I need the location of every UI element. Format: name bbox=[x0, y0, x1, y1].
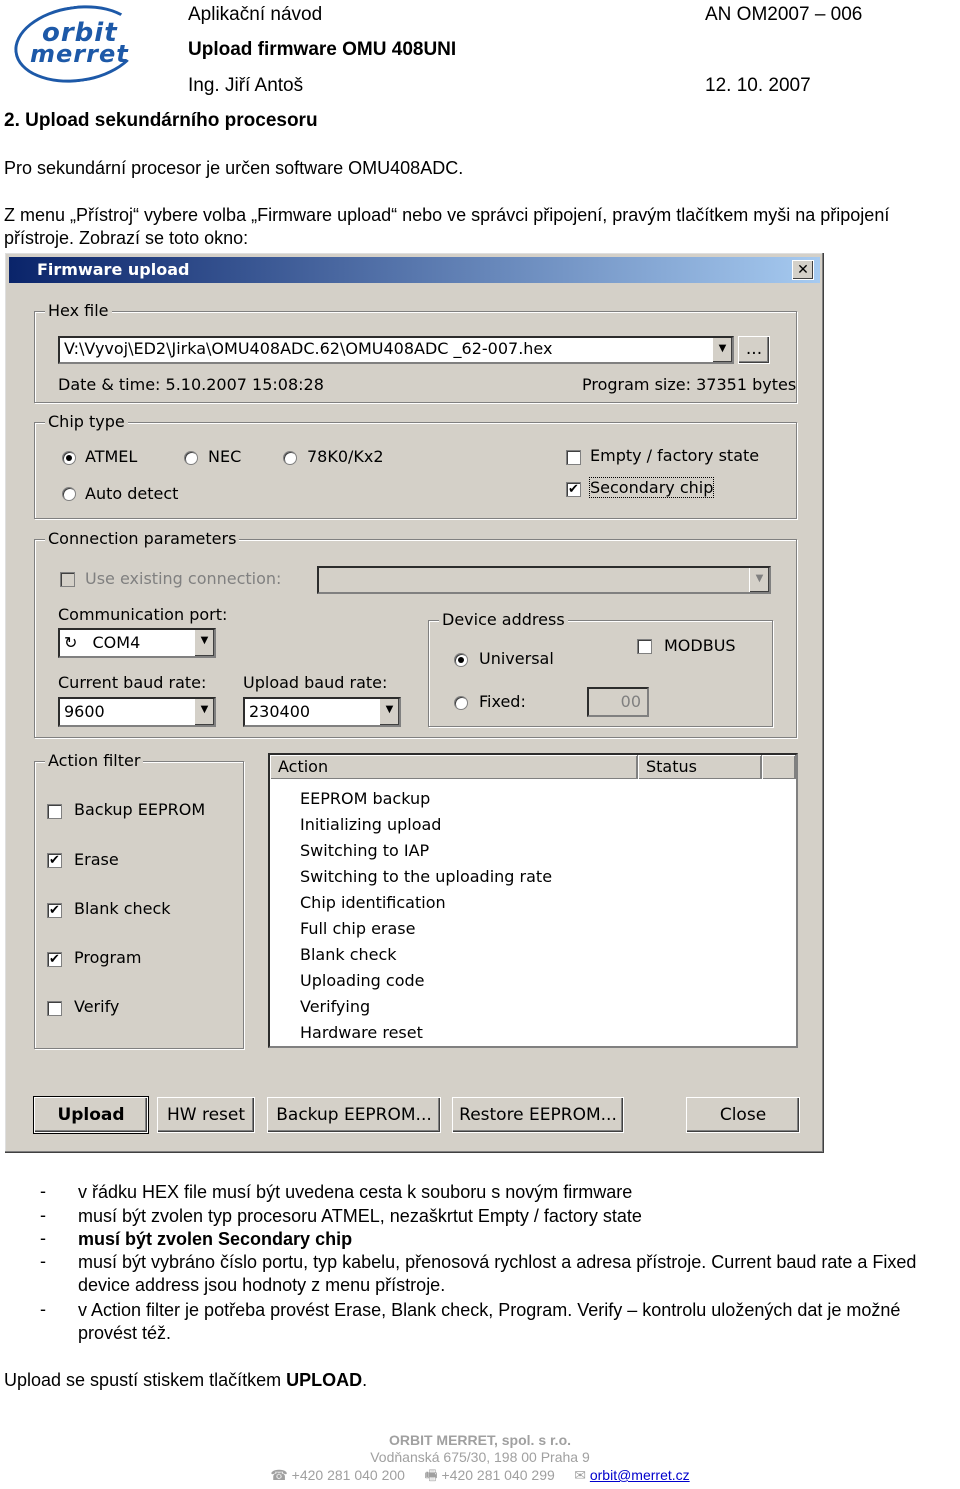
footer-fax: 🖷 +420 281 040 299 bbox=[424, 1467, 555, 1483]
hw-reset-button[interactable]: HW reset bbox=[157, 1097, 255, 1133]
doc-type: Aplikační návod bbox=[188, 4, 323, 25]
close-button[interactable]: Close bbox=[686, 1097, 800, 1133]
hex-file-path: V:\Vyvoj\ED2\Jirka\OMU408ADC.62\OMU408ADC _62-007.hex bbox=[64, 339, 553, 358]
chevron-down-icon[interactable]: ▼ bbox=[379, 699, 399, 725]
existing-connection-combo[interactable] bbox=[317, 566, 771, 594]
device-address-group-label: Device address bbox=[439, 610, 568, 629]
file-datetime: Date & time: 5.10.2007 15:08:28 bbox=[58, 375, 324, 394]
chevron-down-icon[interactable]: ▼ bbox=[194, 699, 214, 725]
checkbox-erase[interactable]: ✔ bbox=[47, 853, 62, 868]
checkbox-modbus-label: MODBUS bbox=[664, 636, 736, 655]
comm-port-value: COM4 bbox=[92, 633, 141, 652]
current-baud-combo[interactable] bbox=[58, 697, 216, 727]
radio-universal[interactable] bbox=[454, 653, 468, 667]
list-item[interactable]: Chip identification bbox=[300, 893, 446, 912]
comm-port-label: Communication port: bbox=[58, 605, 228, 624]
connection-parameters-group-label: Connection parameters bbox=[45, 529, 239, 548]
dialog-title-bar bbox=[9, 257, 820, 283]
intro-paragraph-1: Pro sekundární procesor je určen software OMU408ADC. bbox=[4, 158, 464, 178]
checkbox-empty-state-label: Empty / factory state bbox=[590, 446, 760, 465]
radio-atmel-label: ATMEL bbox=[85, 447, 138, 466]
close-icon[interactable]: ✕ bbox=[792, 260, 814, 280]
upload-baud-label: Upload baud rate: bbox=[243, 673, 388, 692]
closing-period: . bbox=[362, 1370, 368, 1390]
hex-file-path-combo[interactable] bbox=[58, 336, 734, 364]
list-item[interactable]: Full chip erase bbox=[300, 919, 416, 938]
checkbox-use-existing-label: Use existing connection: bbox=[85, 569, 282, 588]
bullet-text: v Action filter je potřeba provést Erase, Blank check, Program. Verify – kontrolu uložených dat je možné provést též. bbox=[78, 1300, 901, 1343]
doc-date: 12. 10. 2007 bbox=[705, 75, 811, 96]
radio-fixed-label: Fixed: bbox=[479, 692, 526, 711]
action-filter-group-label: Action filter bbox=[45, 751, 143, 770]
closing-text: Upload se spustí stiskem tlačítkem bbox=[4, 1370, 287, 1390]
browse-button[interactable]: ... bbox=[738, 336, 770, 364]
doc-author: Ing. Jiří Antoš bbox=[188, 75, 304, 96]
current-baud-label: Current baud rate: bbox=[58, 673, 207, 692]
hex-file-group bbox=[34, 301, 797, 403]
restore-eeprom-button[interactable]: Restore EEPROM... bbox=[452, 1097, 624, 1133]
list-item[interactable]: Hardware reset bbox=[300, 1023, 423, 1042]
upload-baud-combo[interactable] bbox=[243, 697, 401, 727]
connection-parameters-group bbox=[34, 529, 797, 738]
radio-fixed[interactable] bbox=[454, 696, 468, 710]
backup-eeprom-button[interactable]: Backup EEPROM... bbox=[267, 1097, 441, 1133]
refresh-icon: ↻ bbox=[64, 633, 78, 652]
footer-phone: ☎ +420 281 040 200 bbox=[270, 1467, 405, 1483]
filter-backup-eeprom-label: Backup EEPROM bbox=[74, 800, 206, 819]
program-size: Program size: 37351 bytes bbox=[582, 375, 797, 394]
filter-blank-check-label: Blank check bbox=[74, 899, 171, 918]
logo-text-orbit: orbit bbox=[42, 18, 118, 48]
radio-auto-detect-label: Auto detect bbox=[85, 484, 179, 503]
doc-title: Upload firmware OMU 408UNI bbox=[188, 39, 457, 60]
radio-auto-detect[interactable] bbox=[62, 487, 76, 501]
bullet-dash: - bbox=[40, 1299, 46, 1319]
bullet-dash: - bbox=[40, 1228, 46, 1248]
section-title: 2. Upload sekundárního procesoru bbox=[4, 110, 318, 131]
footer-address: Vodňanská 675/30, 198 00 Praha 9 bbox=[370, 1449, 590, 1465]
list-item[interactable]: Uploading code bbox=[300, 971, 425, 990]
list-item[interactable]: Verifying bbox=[300, 997, 371, 1016]
action-filter-group bbox=[34, 751, 244, 1049]
radio-78k0[interactable] bbox=[283, 451, 297, 465]
dialog-title: Firmware upload bbox=[37, 260, 190, 279]
column-header-action[interactable]: Action bbox=[270, 755, 638, 779]
intro-paragraph-2: Z menu „Přístroj“ vybere volba „Firmware upload“ nebo ve správci připojení, pravým tlačítkem myši na připojení přístroje. Zobrazí se toto okno: bbox=[4, 205, 890, 248]
upload-button[interactable]: Upload bbox=[34, 1097, 148, 1133]
checkbox-secondary-chip[interactable]: ✔ bbox=[566, 482, 581, 497]
bullet-text: musí být zvolen typ procesoru ATMEL, nezaškrtut Empty / factory state bbox=[78, 1206, 642, 1226]
checkbox-empty-state[interactable] bbox=[566, 450, 581, 465]
checkbox-secondary-chip-label: Secondary chip bbox=[590, 478, 714, 497]
bullet-text: musí být zvolen Secondary chip bbox=[78, 1229, 353, 1249]
filter-program-label: Program bbox=[74, 948, 142, 967]
footer-email-link[interactable]: orbit@merret.cz bbox=[589, 1467, 690, 1483]
chip-type-group bbox=[34, 412, 797, 519]
doc-number: AN OM2007 – 006 bbox=[705, 4, 863, 25]
closing-bold: UPLOAD bbox=[286, 1370, 363, 1390]
chip-type-group-label: Chip type bbox=[45, 412, 128, 431]
action-status-list[interactable] bbox=[268, 753, 798, 1048]
checkbox-backup-eeprom[interactable] bbox=[47, 804, 62, 819]
footer-company: ORBIT MERRET, spol. s r.o. bbox=[388, 1432, 572, 1448]
hex-file-group-label: Hex file bbox=[45, 301, 112, 320]
bullet-dash: - bbox=[40, 1181, 46, 1201]
comm-port-combo[interactable] bbox=[58, 628, 216, 658]
radio-nec[interactable] bbox=[184, 451, 198, 465]
column-header-filler bbox=[762, 755, 796, 779]
logo-text-merret: merret bbox=[30, 40, 129, 68]
bullet-text: v řádku HEX file musí být uvedena cesta k souboru s novým firmware bbox=[78, 1182, 633, 1202]
firmware-upload-dialog bbox=[4, 252, 825, 1154]
mail-icon: ✉ bbox=[574, 1467, 586, 1483]
bullet-dash: - bbox=[40, 1205, 46, 1225]
fixed-address-input[interactable]: 00 bbox=[587, 687, 649, 717]
list-item[interactable]: Switching to IAP bbox=[300, 841, 430, 860]
radio-78k0-label: 78K0/Kx2 bbox=[307, 447, 384, 466]
current-baud-value: 9600 bbox=[64, 702, 105, 721]
radio-nec-label: NEC bbox=[208, 447, 242, 466]
list-item[interactable]: EEPROM backup bbox=[300, 789, 431, 808]
closing-sentence bbox=[4, 1369, 367, 1392]
list-item[interactable]: Initializing upload bbox=[300, 815, 442, 834]
chevron-down-icon[interactable]: ▼ bbox=[749, 568, 769, 592]
checkbox-blank-check[interactable]: ✔ bbox=[47, 903, 62, 918]
radio-universal-label: Universal bbox=[479, 649, 554, 668]
device-address-group bbox=[428, 610, 773, 727]
upload-baud-value: 230400 bbox=[249, 702, 311, 721]
column-header-status[interactable]: Status bbox=[638, 755, 762, 779]
checkbox-use-existing[interactable] bbox=[60, 572, 75, 587]
filter-erase-label: Erase bbox=[74, 850, 119, 869]
filter-verify-label: Verify bbox=[74, 997, 120, 1016]
footer-contacts bbox=[0, 1465, 960, 1489]
checkbox-program[interactable]: ✔ bbox=[47, 952, 62, 967]
list-item[interactable]: Blank check bbox=[300, 945, 397, 964]
bullet-text: musí být vybráno číslo portu, typ kabelu, přenosová rychlost a adresa přístroje. Current baud rate a Fixed device address jsou hodnoty z menu přístroje. bbox=[78, 1252, 917, 1295]
radio-atmel[interactable] bbox=[62, 451, 76, 465]
bullet-dash: - bbox=[40, 1251, 46, 1271]
chevron-down-icon[interactable]: ▼ bbox=[712, 338, 732, 362]
checkbox-verify[interactable] bbox=[47, 1001, 62, 1016]
checkbox-modbus[interactable] bbox=[637, 639, 652, 654]
chevron-down-icon[interactable]: ▼ bbox=[194, 630, 214, 656]
list-item[interactable]: Switching to the uploading rate bbox=[300, 867, 553, 886]
